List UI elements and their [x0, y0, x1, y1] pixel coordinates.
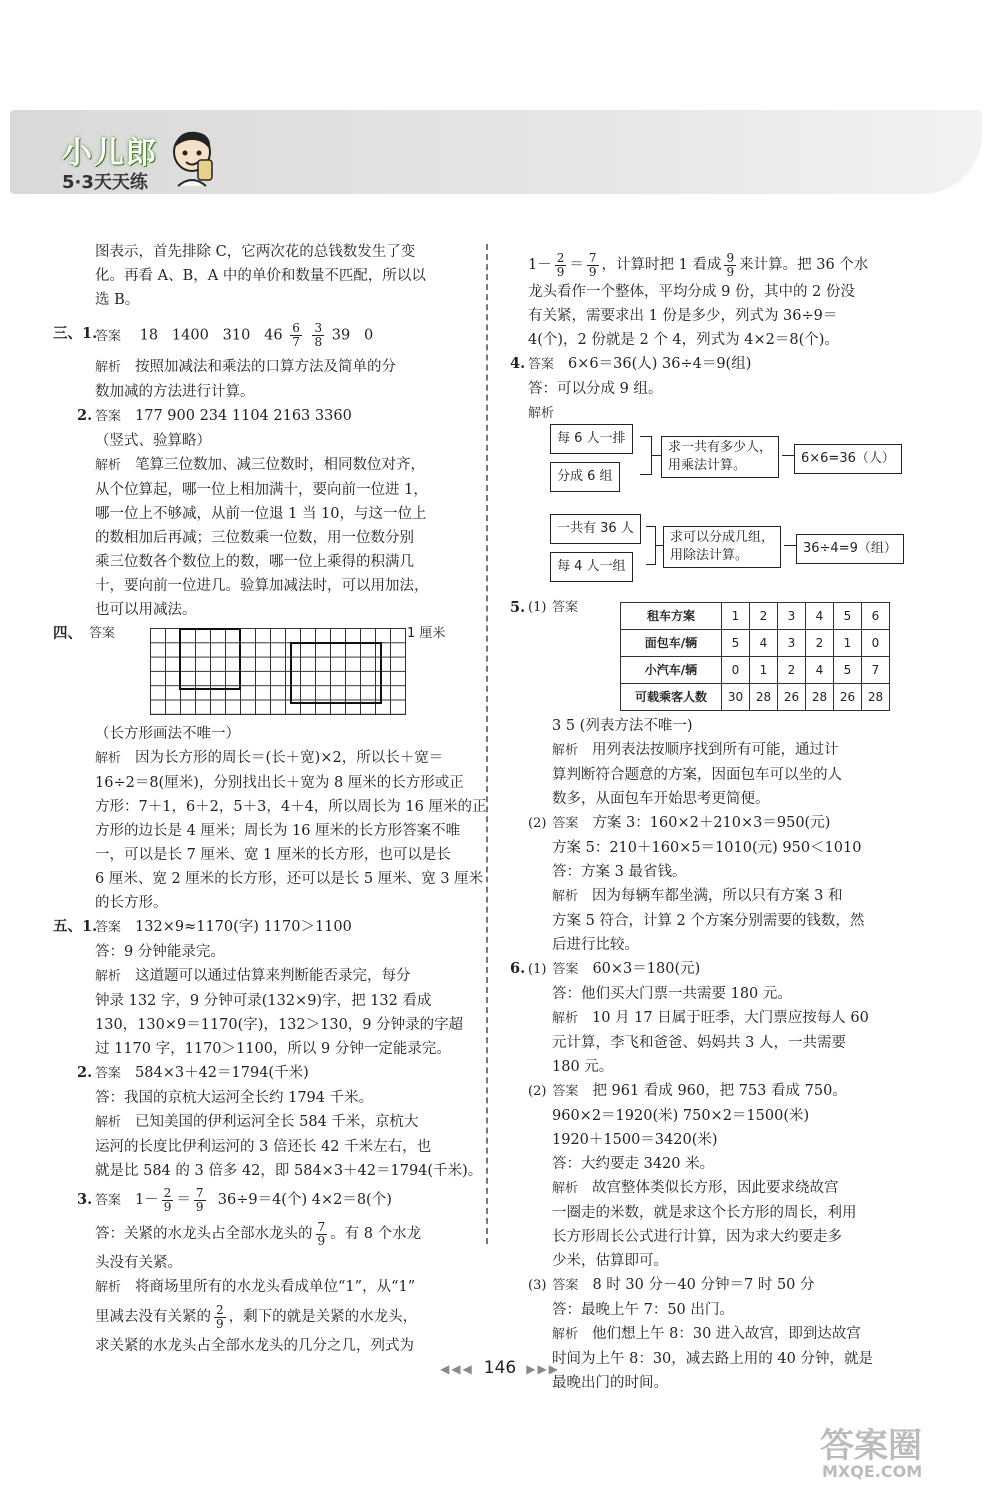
text-line: 方案 5：210＋160×5＝1010(元) 950＜1010 [552, 840, 862, 856]
analysis-line: 解析 用列表法按顺序找到所有可能，通过计 [552, 742, 839, 758]
analysis-label: 解析 [552, 889, 579, 904]
analysis-line: 运河的长度比伊利运河的 3 倍还长 42 千米左右，也 [95, 1139, 432, 1155]
reply-line: 答：最晚上午 7：50 出门。 [552, 1302, 734, 1318]
square-shape [179, 628, 241, 690]
answer-value: 177 900 234 1104 2163 3360 [135, 408, 352, 424]
analysis-line: 数多，从面包车开始思考更简便。 [552, 791, 770, 807]
analysis-line: 6 厘米、宽 2 厘米的长方形，还可以是长 5 厘米、宽 3 厘米 [95, 871, 484, 887]
analysis-label: 解析 [95, 969, 122, 984]
series-name: 5·3天天练 [62, 172, 148, 193]
q4-answer [510, 352, 906, 377]
s4-grid-answer [53, 622, 477, 722]
analysis-line: 求关紧的水龙头占全部水龙头的几分之几，列式为 [95, 1338, 414, 1354]
flowchart-box: 36÷4=9（组） [796, 534, 904, 564]
analysis-line: 元计算，李飞和爸爸、妈妈共 3 人，一共需要 [552, 1035, 846, 1051]
answer-label: 答案 [95, 920, 122, 935]
flowchart-box: 一共有 36 人 [550, 514, 641, 544]
fraction: $\frac{6}{7}$ [292, 321, 300, 349]
q6-3-answer [528, 1273, 906, 1298]
fraction: $\frac{2}{9}$ [163, 1185, 172, 1214]
left-column [53, 240, 487, 1358]
analysis-label: 解析 [552, 1181, 579, 1196]
answer-value: 方案 3：160×2＋210×3＝950(元) [592, 815, 831, 831]
text-line: 龙头看作一个整体，平均分成 9 份，其中的 2 份没 [528, 284, 855, 300]
analysis-line: 钟录 132 字，9 分钟可录(132×9)字，把 132 看成 [95, 993, 432, 1009]
analysis-label: 解析 [552, 743, 579, 758]
table-row: 可载乘客人数 30 28 26 28 26 28 [621, 684, 890, 711]
analysis-line: 解析 将商场里所有的水龙头看成单位“1”，从“1” [95, 1279, 416, 1295]
s3-q1-answer [53, 321, 477, 349]
mascot-icon [168, 126, 216, 190]
text-line: 4(个)，2 份就是 2 个 4，列式为 4×2＝8(个)。 [528, 332, 839, 348]
question-number: 4. [510, 355, 526, 372]
flowchart [528, 426, 906, 596]
rectangle-shape [290, 642, 382, 704]
analysis-line: 方形的边长是 4 厘米；周长为 16 厘米的长方形答案不唯 [95, 823, 461, 839]
right-arrows-icon: ▶▶▶ [526, 1362, 560, 1376]
answer-value: 132×9≈1170(字) 1170＞1100 [135, 919, 352, 935]
answer-label: 答案 [89, 626, 116, 641]
question-number: 5. [510, 599, 526, 616]
question-number: 2. [77, 407, 93, 424]
sub-number: (1) [528, 962, 547, 977]
q6-2-answer [528, 1079, 906, 1104]
text-line: 图表示，首先排除 C，它两次花的总钱数发生了变 [95, 244, 416, 260]
flowchart-box: 求一共有多少人， 用乘法计算。 [661, 436, 779, 478]
fraction: $\frac{9}{9}$ [726, 250, 735, 279]
analysis-line: 解析 已知美国的伊利运河全长 584 千米，京杭大 [95, 1114, 419, 1130]
analysis-line [528, 401, 906, 426]
connector-line [651, 455, 661, 456]
reply-line: 答：我国的京杭大运河全长约 1794 千米。 [95, 1090, 374, 1106]
sub-number: (2) [528, 816, 547, 831]
analysis-line: 解析 按照加减法和乘法的口算方法及简单的分 [95, 359, 397, 375]
analysis-line: 解析 因为长方形的周长＝(长＋宽)×2，所以长＋宽＝ [95, 750, 444, 766]
answer-label: 答案 [95, 409, 122, 424]
fraction: $\frac{2}{9}$ [216, 1302, 224, 1331]
right-column [510, 250, 906, 1395]
answer-label: 答案 [95, 1066, 122, 1081]
answer-value: 18 [139, 327, 159, 344]
reply-line: 答：可以分成 9 组。 [528, 381, 663, 397]
q5-table-block [510, 596, 906, 714]
text-line: 1920＋1500＝3420(米) [552, 1132, 718, 1148]
reply-line: 头没有关紧。 [95, 1255, 182, 1271]
table-row: 租车方案 1 2 3 4 5 6 [621, 603, 890, 630]
flowchart-box: 分成 6 组 [550, 462, 620, 492]
note-line: 3 5 (列表方法不唯一) [552, 718, 693, 734]
reply-line: 答：关紧的水龙头占全部水龙头的 $\frac{7}{9}$ 。有 8 个水龙 [95, 1219, 422, 1248]
page-number: 146 [483, 1358, 517, 1378]
text-line: 960×2＝1920(米) 750×2＝1500(米) [552, 1108, 810, 1124]
connector-line [640, 474, 652, 475]
analysis-label: 解析 [552, 1011, 579, 1026]
text-line: 选 B。 [95, 292, 140, 308]
q5-2-answer [528, 811, 906, 836]
analysis-line: 解析 故宫整体类似长方形，因此要求绕故宫 [552, 1180, 839, 1196]
table-row: 面包车/辆 5 4 3 2 1 0 [621, 630, 890, 657]
column-divider [486, 244, 488, 1244]
rental-table [620, 602, 890, 711]
analysis-line: 哪一位上不够减，从前一位退 1 当 10，与这一位上 [95, 506, 427, 522]
analysis-line: 少米，估算即可。 [552, 1253, 668, 1269]
analysis-line: 算判断符合题意的方案，因面包车可以坐的人 [552, 767, 842, 783]
answer-value: 310 [222, 327, 251, 344]
section-number: 三、1. [53, 325, 98, 342]
note-line: （竖式、验算略） [95, 433, 211, 449]
analysis-label: 解析 [95, 751, 122, 766]
answer-label: 答案 [95, 1193, 122, 1208]
analysis-label: 解析 [95, 1115, 122, 1130]
question-number: 2. [77, 1064, 93, 1081]
brand-logo: 小儿郎 [62, 136, 158, 171]
text-line: 有关紧，需要求出 1 份是多少，列式为 36÷9＝ [528, 308, 838, 324]
s3-q2-answer [77, 404, 477, 429]
analysis-label: 解析 [528, 406, 555, 421]
reply-line: 答：方案 3 最省钱。 [552, 864, 687, 880]
answer-value: 把 961 看成 960，把 753 看成 750。 [592, 1083, 847, 1099]
s5-q1-answer [53, 915, 477, 940]
answer-value: 60×3＝180(元) [592, 961, 701, 977]
watermark-url: MXQE.COM [822, 1462, 923, 1481]
answer-label: 答案 [552, 816, 579, 831]
flowchart-box: 每 6 人一排 [550, 424, 633, 454]
analysis-line: 时间为上午 8：30，减去路上用的 40 分钟，就是 [552, 1351, 873, 1367]
fraction: $\frac{7}{9}$ [588, 250, 597, 279]
sub-number: (2) [528, 1084, 547, 1099]
analysis-line: 解析 他们想上午 8：30 进入故宫，即到达故宫 [552, 1326, 861, 1342]
analysis-line: 最晚出门的时间。 [552, 1375, 668, 1391]
reply-line: 答：大约要走 3420 米。 [552, 1156, 715, 1172]
s5-q2-answer [77, 1061, 477, 1086]
analysis-line: 长方形周长公式进行计算，因为求大约要走多 [552, 1229, 842, 1245]
analysis-line: 十，要向前一位进几。验算加减法时，可以用加法， [95, 578, 429, 594]
text-line: 化。再看 A、B，A 中的单价和数量不匹配，所以以 [95, 268, 426, 284]
analysis-label: 解析 [95, 458, 122, 473]
s5-q3-answer: 3. 答案 1－ $\frac{2}{9}$ ＝ $\frac{7}{9}$ 36÷9＝4(个) 4×2＝8(个) [95, 1183, 477, 1217]
fraction: $\frac{7}{9}$ [317, 1219, 326, 1248]
analysis-label: 解析 [95, 1280, 122, 1295]
analysis-line: 数加减的方法进行计算。 [95, 384, 255, 400]
analysis-line: 方案 5 符合，计算 2 个方案分别需要的钱数，然 [552, 913, 865, 929]
answer-value: 6×6＝36(人) 36÷4＝9(组) [568, 356, 752, 372]
analysis-line: 一圈走的米数，就是求这个长方形的周长，利用 [552, 1205, 857, 1221]
answer-label: 答案 [552, 1084, 579, 1099]
connector-line [655, 545, 663, 546]
answer-value: 584×3＋42＝1794(千米) [135, 1065, 309, 1081]
answer-label: 答案 [552, 1278, 579, 1293]
sub-number: (3) [528, 1278, 547, 1293]
analysis-line: 180 元。 [552, 1059, 614, 1075]
section-number: 四、 [53, 625, 82, 642]
flowchart-box: 每 4 人一组 [550, 552, 633, 582]
analysis-line: 一，可以是长 7 厘米、宽 1 厘米的长方形，也可以是长 [95, 847, 451, 863]
answer-label: 答案 [552, 962, 579, 977]
question-number: 6. [510, 960, 526, 977]
analysis-line: 16÷2＝8(厘米)，分别找出长＋宽为 8 厘米的长方形或正 [95, 775, 464, 791]
arrow-icon [784, 545, 796, 546]
fraction: $\frac{7}{9}$ [195, 1185, 204, 1214]
analysis-label: 解析 [552, 1327, 579, 1342]
analysis-line: 解析 因为每辆车都坐满，所以只有方案 3 和 [552, 888, 843, 904]
answer-value: 39 [331, 327, 351, 344]
fraction: $\frac{3}{8}$ [314, 321, 323, 349]
analysis-line: 后进行比较。 [552, 937, 639, 953]
section-number: 五、1. [53, 918, 98, 935]
watermark-logo: 答案圈 [820, 1426, 922, 1466]
reply-line: 答：9 分钟能录完。 [95, 944, 225, 960]
reply-line: 答：他们买大门票一共需要 180 元。 [552, 986, 792, 1002]
analysis-line: 就是比 584 的 3 倍多 42，即 584×3＋42＝1794(千米)。 [95, 1163, 483, 1179]
analysis-line: 解析 这道题可以通过估算来判断能否录完，每分 [95, 968, 411, 984]
question-number: 3. [77, 1191, 93, 1208]
analysis-line: 解析 10 月 17 日属于旺季，大门票应按每人 60 [552, 1010, 869, 1026]
analysis-line: 方形：7＋1，6＋2，5＋3，4＋4，所以周长为 16 厘米的正 [95, 799, 487, 815]
flowchart-box: 6×6=36（人） [794, 444, 902, 474]
answer-value: 8 时 30 分－40 分钟＝7 时 50 分 [592, 1277, 815, 1293]
analysis-line: 解析 笔算三位数加、减三位数时，相同数位对齐， [95, 457, 426, 473]
analysis-line: 的长方形。 [95, 895, 168, 911]
analysis-line: 的数相加后再减；三位数乘一位数，用一位数分别 [95, 530, 414, 546]
sub-number: (1) [528, 600, 547, 615]
answer-label: 答案 [552, 600, 579, 615]
answer-value: 1400 [171, 327, 209, 344]
analysis-line: 130，130×9＝1170(字)，132＞130，9 分钟录的字超 [95, 1017, 464, 1033]
analysis-line: 里减去没有关紧的 $\frac{2}{9}$ ，剩下的就是关紧的水龙头， [95, 1302, 418, 1331]
analysis-line: 乘三位数各个数位上的数，哪一位上乘得的积满几 [95, 554, 414, 570]
answer-value: 0 [364, 327, 374, 344]
analysis-line: 过 1170 字，1170＞1100，所以 9 分钟一定能录完。 [95, 1041, 451, 1057]
analysis-line: 从个位算起，哪一位上相加满十，要向前一位进 1， [95, 482, 428, 498]
fraction: $\frac{2}{9}$ [556, 250, 565, 279]
q6-1-answer [510, 957, 906, 982]
answer-value: 46 [264, 327, 283, 344]
connector-line [646, 564, 656, 565]
answer-label: 答案 [95, 328, 122, 344]
left-arrows-icon: ◀◀◀ [440, 1362, 474, 1376]
analysis-label: 解析 [95, 360, 122, 375]
page-footer [0, 1358, 1000, 1378]
flowchart-box: 求可以分成几组， 用除法计算。 [663, 526, 781, 568]
arrow-icon [782, 455, 794, 456]
note-line: （长方形画法不唯一） [95, 726, 240, 742]
analysis-line: 也可以用减法。 [95, 602, 197, 618]
answer-label: 答案 [528, 357, 555, 372]
text-line: 1－ $\frac{2}{9}$ ＝ $\frac{7}{9}$ ，计算时把 1 看成 $\frac{9}{9}$ 来计算。把 36 个水 [528, 250, 869, 279]
unit-label: 1 厘米 [407, 626, 446, 641]
table-row: 小汽车/辆 0 1 2 4 5 7 [621, 657, 890, 684]
